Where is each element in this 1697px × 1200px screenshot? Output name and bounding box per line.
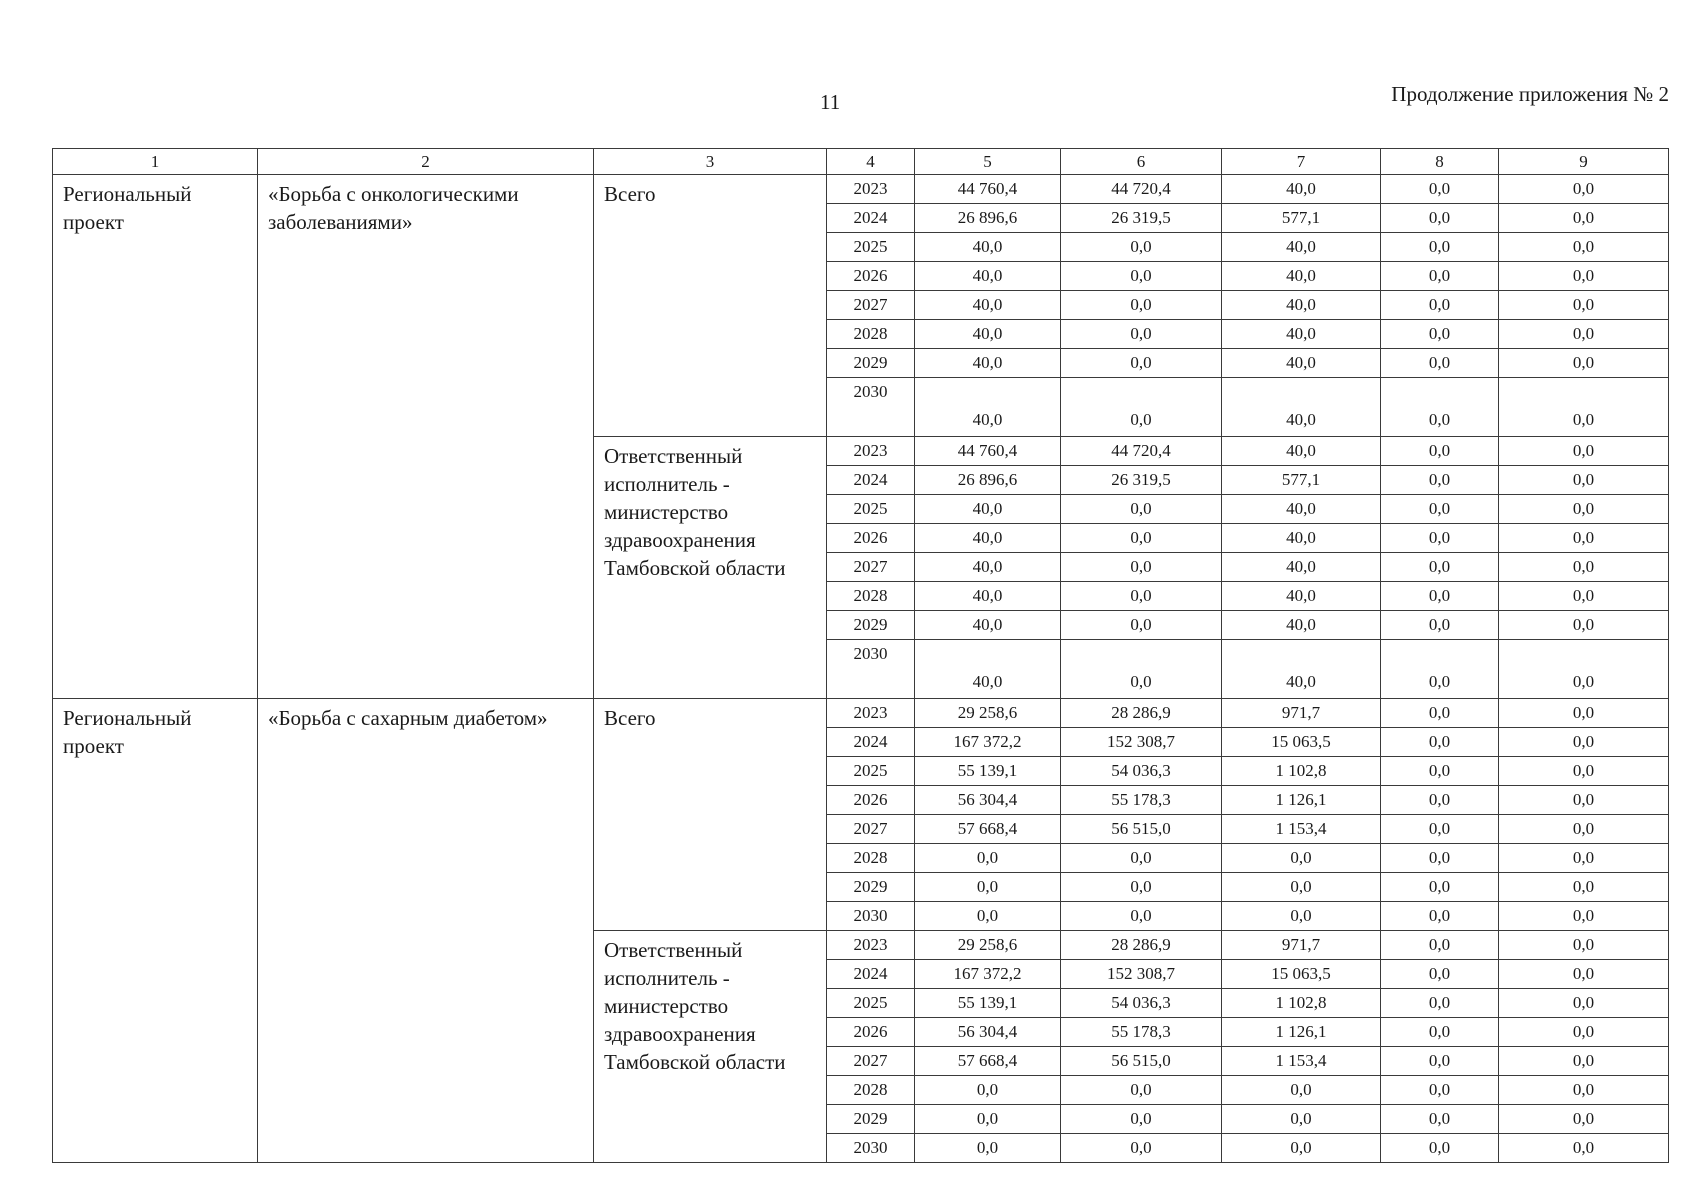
col7-value: 40,0 — [1222, 524, 1381, 553]
col8-value: 0,0 — [1381, 989, 1499, 1018]
col6-value: 0,0 — [1061, 553, 1222, 582]
col8-value: 0,0 — [1381, 349, 1499, 378]
col7-value: 577,1 — [1222, 204, 1381, 233]
year-cell: 2028 — [827, 320, 915, 349]
col9-value: 0,0 — [1499, 1076, 1669, 1105]
col7-value: 577,1 — [1222, 466, 1381, 495]
col5-value: 0,0 — [915, 902, 1061, 931]
col8-value: 0,0 — [1381, 466, 1499, 495]
year-cell: 2029 — [827, 873, 915, 902]
col6-value: 0,0 — [1061, 291, 1222, 320]
col7-value: 971,7 — [1222, 699, 1381, 728]
col8-value: 0,0 — [1381, 757, 1499, 786]
col9-value: 0,0 — [1499, 233, 1669, 262]
year-cell: 2030 — [827, 902, 915, 931]
col6-value: 55 178,3 — [1061, 1018, 1222, 1047]
col5-value: 26 896,6 — [915, 466, 1061, 495]
col6-value: 44 720,4 — [1061, 437, 1222, 466]
year-cell: 2024 — [827, 728, 915, 757]
year-cell: 2026 — [827, 1018, 915, 1047]
col6-value: 0,0 — [1061, 495, 1222, 524]
col7-value: 0,0 — [1222, 873, 1381, 902]
col9-value: 0,0 — [1499, 1105, 1669, 1134]
col8-value: 0,0 — [1381, 291, 1499, 320]
col5-value: 40,0 — [915, 611, 1061, 640]
col9-value: 0,0 — [1499, 175, 1669, 204]
col6-value: 0,0 — [1061, 1105, 1222, 1134]
col6-value: 0,0 — [1061, 349, 1222, 378]
col5-value: 167 372,2 — [915, 728, 1061, 757]
col8-value: 0,0 — [1381, 1134, 1499, 1163]
col8-value: 0,0 — [1381, 699, 1499, 728]
col9-value: 0,0 — [1499, 1047, 1669, 1076]
year-cell: 2024 — [827, 960, 915, 989]
project-type-cell: Региональный проект — [53, 699, 258, 1163]
col9-value: 0,0 — [1499, 989, 1669, 1018]
col7-value: 1 126,1 — [1222, 1018, 1381, 1047]
col7-value: 971,7 — [1222, 931, 1381, 960]
col7-value: 40,0 — [1222, 495, 1381, 524]
col5-value: 40,0 — [915, 233, 1061, 262]
col8-value: 0,0 — [1381, 640, 1499, 699]
col7-value: 0,0 — [1222, 1105, 1381, 1134]
year-cell: 2030 — [827, 378, 915, 437]
col9-value: 0,0 — [1499, 524, 1669, 553]
col8-value: 0,0 — [1381, 320, 1499, 349]
col9-value: 0,0 — [1499, 291, 1669, 320]
col7-value: 1 102,8 — [1222, 989, 1381, 1018]
col8-value: 0,0 — [1381, 873, 1499, 902]
year-cell: 2025 — [827, 989, 915, 1018]
col5-value: 56 304,4 — [915, 786, 1061, 815]
col6-value: 0,0 — [1061, 844, 1222, 873]
year-cell: 2029 — [827, 1105, 915, 1134]
col7-value: 40,0 — [1222, 611, 1381, 640]
year-cell: 2023 — [827, 437, 915, 466]
col8-value: 0,0 — [1381, 553, 1499, 582]
col9-value: 0,0 — [1499, 960, 1669, 989]
year-cell: 2024 — [827, 204, 915, 233]
col5-value: 40,0 — [915, 495, 1061, 524]
col6-value: 0,0 — [1061, 1134, 1222, 1163]
col7-value: 40,0 — [1222, 175, 1381, 204]
col8-value: 0,0 — [1381, 902, 1499, 931]
col5-value: 29 258,6 — [915, 931, 1061, 960]
col6-value: 0,0 — [1061, 640, 1222, 699]
year-cell: 2026 — [827, 786, 915, 815]
col6-value: 0,0 — [1061, 902, 1222, 931]
col8-value: 0,0 — [1381, 437, 1499, 466]
col9-value: 0,0 — [1499, 204, 1669, 233]
col8-value: 0,0 — [1381, 582, 1499, 611]
col7-value: 0,0 — [1222, 1076, 1381, 1105]
col6-value: 152 308,7 — [1061, 960, 1222, 989]
col7-value: 0,0 — [1222, 902, 1381, 931]
col8-value: 0,0 — [1381, 786, 1499, 815]
year-cell: 2023 — [827, 699, 915, 728]
col7-value: 1 126,1 — [1222, 786, 1381, 815]
year-cell: 2023 — [827, 175, 915, 204]
col6-value: 0,0 — [1061, 1076, 1222, 1105]
col5-value: 40,0 — [915, 291, 1061, 320]
col7-value: 1 153,4 — [1222, 815, 1381, 844]
col6-value: 54 036,3 — [1061, 757, 1222, 786]
col9-value: 0,0 — [1499, 815, 1669, 844]
col7-value: 40,0 — [1222, 262, 1381, 291]
col6-value: 28 286,9 — [1061, 699, 1222, 728]
col5-value: 40,0 — [915, 349, 1061, 378]
subcategory-cell: Ответственный исполнитель - министерство здравоохранения Тамбовской области — [594, 931, 827, 1163]
col6-value: 28 286,9 — [1061, 931, 1222, 960]
col8-value: 0,0 — [1381, 1105, 1499, 1134]
year-cell: 2030 — [827, 640, 915, 699]
col8-value: 0,0 — [1381, 960, 1499, 989]
col7-value: 40,0 — [1222, 233, 1381, 262]
col5-value: 44 760,4 — [915, 175, 1061, 204]
col6-value: 56 515,0 — [1061, 815, 1222, 844]
year-cell: 2028 — [827, 582, 915, 611]
col6-value: 0,0 — [1061, 320, 1222, 349]
annex-continuation-heading: Продолжение приложения № 2 — [1391, 82, 1669, 106]
col5-value: 40,0 — [915, 320, 1061, 349]
year-cell: 2027 — [827, 1047, 915, 1076]
column-number-header: 1 — [53, 149, 258, 175]
col8-value: 0,0 — [1381, 1018, 1499, 1047]
col5-value: 0,0 — [915, 1076, 1061, 1105]
col5-value: 55 139,1 — [915, 989, 1061, 1018]
col5-value: 40,0 — [915, 378, 1061, 437]
col9-value: 0,0 — [1499, 757, 1669, 786]
col9-value: 0,0 — [1499, 320, 1669, 349]
year-cell: 2025 — [827, 757, 915, 786]
col7-value: 1 153,4 — [1222, 1047, 1381, 1076]
col6-value: 56 515,0 — [1061, 1047, 1222, 1076]
col7-value: 40,0 — [1222, 378, 1381, 437]
subcategory-cell: Всего — [594, 699, 827, 931]
col5-value: 57 668,4 — [915, 815, 1061, 844]
col5-value: 29 258,6 — [915, 699, 1061, 728]
col7-value: 0,0 — [1222, 844, 1381, 873]
col8-value: 0,0 — [1381, 815, 1499, 844]
col5-value: 0,0 — [915, 844, 1061, 873]
col9-value: 0,0 — [1499, 1134, 1669, 1163]
col5-value: 40,0 — [915, 553, 1061, 582]
column-number-header: 9 — [1499, 149, 1669, 175]
col8-value: 0,0 — [1381, 844, 1499, 873]
col9-value: 0,0 — [1499, 931, 1669, 960]
project-type-cell: Региональный проект — [53, 175, 258, 699]
col5-value: 0,0 — [915, 873, 1061, 902]
col6-value: 0,0 — [1061, 378, 1222, 437]
year-cell: 2025 — [827, 233, 915, 262]
col5-value: 40,0 — [915, 524, 1061, 553]
col7-value: 40,0 — [1222, 582, 1381, 611]
col8-value: 0,0 — [1381, 495, 1499, 524]
col7-value: 1 102,8 — [1222, 757, 1381, 786]
col7-value: 15 063,5 — [1222, 728, 1381, 757]
subcategory-cell: Всего — [594, 175, 827, 437]
col5-value: 40,0 — [915, 640, 1061, 699]
col5-value: 0,0 — [915, 1105, 1061, 1134]
project-name-cell: «Борьба с сахарным диабетом» — [258, 699, 594, 1163]
table-row — [53, 699, 1669, 728]
col8-value: 0,0 — [1381, 378, 1499, 437]
column-number-header: 7 — [1222, 149, 1381, 175]
year-cell: 2029 — [827, 349, 915, 378]
year-cell: 2028 — [827, 844, 915, 873]
col9-value: 0,0 — [1499, 378, 1669, 437]
col6-value: 54 036,3 — [1061, 989, 1222, 1018]
col5-value: 40,0 — [915, 582, 1061, 611]
col8-value: 0,0 — [1381, 262, 1499, 291]
col8-value: 0,0 — [1381, 233, 1499, 262]
col9-value: 0,0 — [1499, 728, 1669, 757]
col9-value: 0,0 — [1499, 640, 1669, 699]
col6-value: 26 319,5 — [1061, 466, 1222, 495]
col9-value: 0,0 — [1499, 844, 1669, 873]
col6-value: 152 308,7 — [1061, 728, 1222, 757]
year-cell: 2027 — [827, 815, 915, 844]
col9-value: 0,0 — [1499, 349, 1669, 378]
page-number: 11 — [820, 90, 841, 114]
col7-value: 40,0 — [1222, 320, 1381, 349]
column-number-header: 2 — [258, 149, 594, 175]
col7-value: 40,0 — [1222, 291, 1381, 320]
col9-value: 0,0 — [1499, 582, 1669, 611]
col6-value: 0,0 — [1061, 524, 1222, 553]
col8-value: 0,0 — [1381, 1047, 1499, 1076]
col8-value: 0,0 — [1381, 1076, 1499, 1105]
year-cell: 2023 — [827, 931, 915, 960]
column-number-header: 6 — [1061, 149, 1222, 175]
col8-value: 0,0 — [1381, 611, 1499, 640]
col6-value: 0,0 — [1061, 233, 1222, 262]
col9-value: 0,0 — [1499, 1018, 1669, 1047]
column-number-header: 5 — [915, 149, 1061, 175]
col5-value: 26 896,6 — [915, 204, 1061, 233]
col9-value: 0,0 — [1499, 495, 1669, 524]
column-number-header: 4 — [827, 149, 915, 175]
col7-value: 40,0 — [1222, 349, 1381, 378]
col6-value: 0,0 — [1061, 873, 1222, 902]
subcategory-cell: Ответственный исполнитель - министерство здравоохранения Тамбовской области — [594, 437, 827, 699]
col9-value: 0,0 — [1499, 699, 1669, 728]
col9-value: 0,0 — [1499, 262, 1669, 291]
col8-value: 0,0 — [1381, 728, 1499, 757]
year-cell: 2024 — [827, 466, 915, 495]
col5-value: 57 668,4 — [915, 1047, 1061, 1076]
col9-value: 0,0 — [1499, 553, 1669, 582]
col5-value: 40,0 — [915, 262, 1061, 291]
col5-value: 167 372,2 — [915, 960, 1061, 989]
col6-value: 0,0 — [1061, 582, 1222, 611]
col5-value: 56 304,4 — [915, 1018, 1061, 1047]
col6-value: 0,0 — [1061, 262, 1222, 291]
col8-value: 0,0 — [1381, 524, 1499, 553]
year-cell: 2028 — [827, 1076, 915, 1105]
col7-value: 40,0 — [1222, 553, 1381, 582]
col7-value: 0,0 — [1222, 1134, 1381, 1163]
table-row — [53, 175, 1669, 204]
year-cell: 2030 — [827, 1134, 915, 1163]
year-cell: 2027 — [827, 291, 915, 320]
col6-value: 0,0 — [1061, 611, 1222, 640]
col9-value: 0,0 — [1499, 873, 1669, 902]
col9-value: 0,0 — [1499, 437, 1669, 466]
col9-value: 0,0 — [1499, 611, 1669, 640]
col7-value: 15 063,5 — [1222, 960, 1381, 989]
col5-value: 44 760,4 — [915, 437, 1061, 466]
col7-value: 40,0 — [1222, 640, 1381, 699]
col6-value: 44 720,4 — [1061, 175, 1222, 204]
column-number-header: 3 — [594, 149, 827, 175]
project-name-cell: «Борьба с онкологическими заболеваниями» — [258, 175, 594, 699]
funding-table — [52, 148, 1669, 1163]
col7-value: 40,0 — [1222, 437, 1381, 466]
year-cell: 2026 — [827, 524, 915, 553]
table-header-row — [53, 149, 1669, 175]
column-number-header: 8 — [1381, 149, 1499, 175]
year-cell: 2029 — [827, 611, 915, 640]
col9-value: 0,0 — [1499, 786, 1669, 815]
col8-value: 0,0 — [1381, 931, 1499, 960]
year-cell: 2026 — [827, 262, 915, 291]
year-cell: 2025 — [827, 495, 915, 524]
col5-value: 55 139,1 — [915, 757, 1061, 786]
col8-value: 0,0 — [1381, 175, 1499, 204]
col6-value: 26 319,5 — [1061, 204, 1222, 233]
col5-value: 0,0 — [915, 1134, 1061, 1163]
col9-value: 0,0 — [1499, 902, 1669, 931]
col9-value: 0,0 — [1499, 466, 1669, 495]
year-cell: 2027 — [827, 553, 915, 582]
col8-value: 0,0 — [1381, 204, 1499, 233]
col6-value: 55 178,3 — [1061, 786, 1222, 815]
